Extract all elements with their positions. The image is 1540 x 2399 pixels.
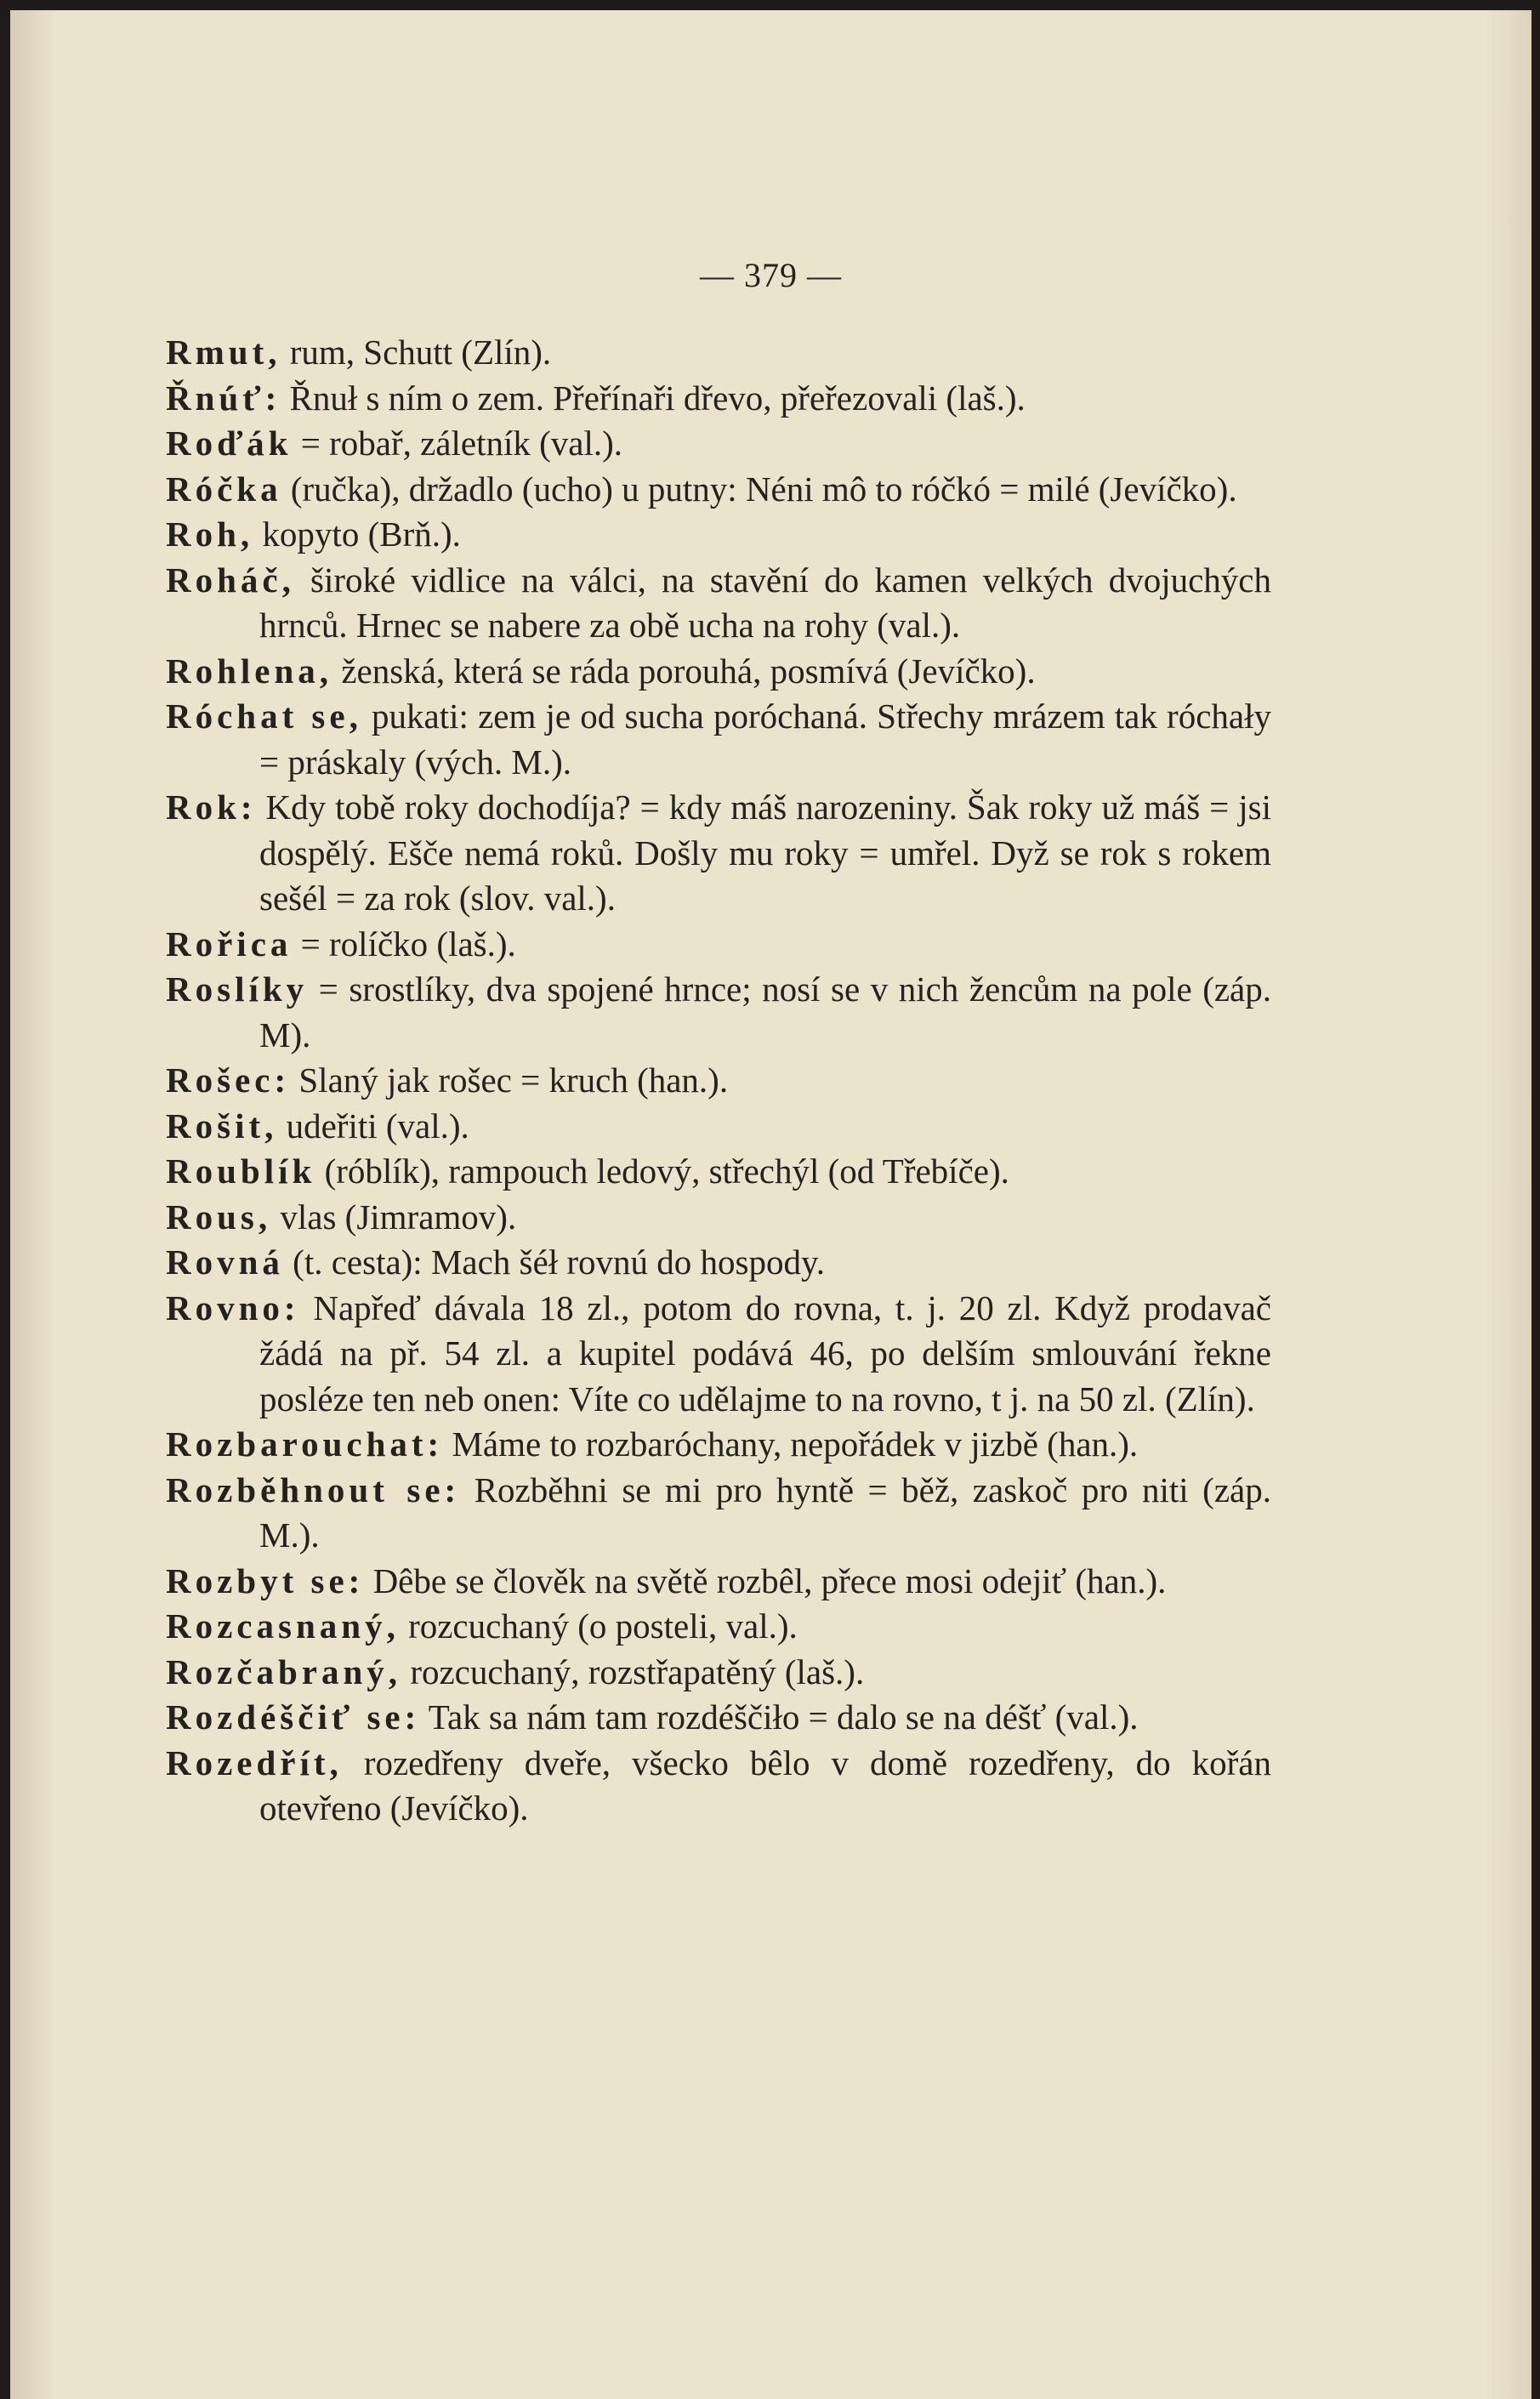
dictionary-entry <box>166 1195 1271 1241</box>
entry-headword: Rozběhnout se: <box>166 1470 461 1509</box>
entry-definition: Slaný jak rošec = kruch (han.). <box>290 1060 729 1100</box>
entry-headword: Rozedřít, <box>166 1742 343 1782</box>
book-page <box>10 10 1531 2399</box>
entry-definition: rozcuchaný (o posteli, val.). <box>399 1606 798 1646</box>
entry-definition: Tak sa nám tam rozdéščiło = dalo se na déšť (val.). <box>420 1697 1139 1737</box>
entry-headword: Rořica <box>166 924 293 964</box>
entry-definition: široké vidlice na válci, na stavění do kamen velkých dvojuchých hrnců. Hrnec se nabere za obě ucha na rohy (val.). <box>259 560 1271 645</box>
dictionary-entry <box>166 512 1271 558</box>
entry-definition: ženská, která se ráda porouhá, posmívá (Jevíčko). <box>332 651 1036 691</box>
entry-definition: pukati: zem je od sucha poróchaná. Střechy mrázem tak róchały = práskaly (vých. M.). <box>259 696 1271 782</box>
dictionary-entry <box>166 467 1271 513</box>
dictionary-entry <box>166 421 1271 467</box>
entry-definition: Napřeď dávala 18 zl., potom do rovna, t. j. 20 zl. Když prodavač žádá na př. 54 zl. a kupitel podává 46, po delším smlouvání řekne posléze ten neb onen: Víte co udělajme to na rovno, t j. na 50 zl. (Zlín). <box>259 1288 1271 1418</box>
dictionary-entry <box>166 376 1271 422</box>
dictionary-entry <box>166 1604 1271 1650</box>
entry-headword: Róčka <box>166 469 282 509</box>
entry-headword: Roublík <box>166 1151 316 1191</box>
dictionary-entry <box>166 1468 1271 1559</box>
dictionary-entry <box>166 1559 1271 1605</box>
entry-definition: = robař, záletník (val.). <box>292 424 623 463</box>
entry-headword: Rovno: <box>166 1288 300 1327</box>
entry-headword: Rmut, <box>166 333 281 372</box>
entry-definition: (t. cesta): Mach šéł rovnú do hospody. <box>283 1242 826 1282</box>
entry-definition: = srostlíky, dva spojené hrnce; nosí se v nich žencům na pole (záp. M). <box>259 969 1271 1055</box>
dictionary-entry <box>166 1149 1271 1195</box>
page-number: — 379 — <box>700 256 842 294</box>
entry-definition: (ručka), držadlo (ucho) u putny: Néni mô to róčkó = milé (Jevíčko). <box>281 469 1237 509</box>
dictionary-entry <box>166 1650 1271 1696</box>
entry-definition: rum, Schutt (Zlín). <box>281 333 552 372</box>
entry-definition: (róblík), rampouch ledový, střechýl (od Třebíče). <box>315 1151 1009 1191</box>
dictionary-entry <box>166 1286 1271 1423</box>
entry-headword: Rozbarouchat: <box>166 1424 444 1464</box>
entry-headword: Rok: <box>166 787 257 827</box>
entry-headword: Roslíky <box>166 969 309 1009</box>
dictionary-entry <box>166 967 1271 1058</box>
dictionary-entry <box>166 1240 1271 1286</box>
entry-headword: Rošec: <box>166 1060 291 1100</box>
dictionary-entry <box>166 694 1271 785</box>
dictionary-entry <box>166 1741 1271 1832</box>
entry-definition: rozcuchaný, rozstřapatěný (laš.). <box>401 1651 865 1691</box>
entry-headword: Rošit, <box>166 1106 278 1145</box>
dictionary-entry <box>166 649 1271 695</box>
entry-definition: Rozběhni se mi pro hyntě = běž, zaskoč pro niti (záp. M.). <box>259 1470 1271 1555</box>
dictionary-entry <box>166 785 1271 922</box>
entry-definition: Řnuł s ním o zem. Přeřínaři dřevo, přeřezovali (laš.). <box>281 378 1026 418</box>
entry-definition: Kdy tobě roky dochodíja? = kdy máš narozeniny. Šak roky už máš = jsi dospělý. Ešče nemá roků. Došly mu roky = umřel. Dyž se rok s rokem sešél = za rok (slov. val.). <box>256 787 1271 918</box>
dictionary-entry <box>166 330 1271 376</box>
dictionary-entry <box>166 1104 1271 1150</box>
dictionary-entry <box>166 1422 1271 1468</box>
entry-headword: Rozbyt se: <box>166 1560 365 1600</box>
dictionary-entry <box>166 1058 1271 1104</box>
entry-headword: Róchat se, <box>166 696 362 736</box>
entry-headword: Řnúť: <box>166 378 281 418</box>
entry-definition: rozedřeny dveře, všecko bêlo v domě rozedřeny, do kořán otevřeno (Jevíčko). <box>259 1742 1271 1828</box>
entry-headword: Rozčabraný, <box>166 1651 402 1691</box>
entry-headword: Rozdéščiť se: <box>166 1697 421 1737</box>
entry-headword: Rohlena, <box>166 651 333 691</box>
entry-headword: Roh, <box>166 514 254 554</box>
dictionary-entry <box>166 1695 1271 1741</box>
entry-headword: Rovná <box>166 1242 284 1282</box>
entry-definition: kopyto (Brň.). <box>253 514 461 554</box>
entry-definition: udeřiti (val.). <box>277 1106 469 1145</box>
entry-definition: vlas (Jimramov). <box>271 1197 517 1236</box>
dictionary-entries <box>166 330 1271 1832</box>
entry-definition: = rolíčko (laš.). <box>292 924 516 964</box>
entry-definition: Dêbe se člověk na světě rozbêl, přece mosi odejiť (han.). <box>364 1560 1167 1600</box>
entry-headword: Roďák <box>166 424 293 463</box>
dictionary-entry <box>166 922 1271 968</box>
dictionary-entry <box>166 558 1271 649</box>
entry-headword: Rozcasnaný, <box>166 1606 400 1646</box>
entry-headword: Rous, <box>166 1197 272 1236</box>
entry-headword: Roháč, <box>166 560 295 600</box>
entry-definition: Máme to rozbaróchany, nepořádek v jizbě (han.). <box>443 1424 1139 1464</box>
